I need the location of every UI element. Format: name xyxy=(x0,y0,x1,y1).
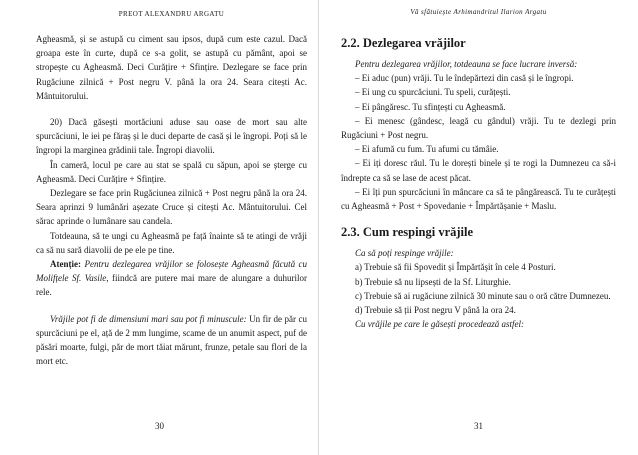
attention-paragraph xyxy=(36,257,307,300)
paragraph-5: Totdeauna, să te ungi cu Agheasmă pe față înainte să te atingi de vrăji ca să nu sară diavolii de pe ele pe tine. xyxy=(36,230,307,255)
running-head-left: PREOT ALEXANDRU ARGATU xyxy=(118,10,225,18)
section-2-3-outro-text: Cu vrăjile pe care le găsești procedează astfel: xyxy=(355,319,525,330)
paragraph-7-italic: Vrăjile pot fi de dimensiuni mari sau pot fi minuscule: xyxy=(50,313,247,324)
list-line: – Ei afumă cu fum. Tu afumi cu tămâie. xyxy=(355,144,499,155)
paragraph-3: În cameră, locul pe care au stat se spală cu săpun, apoi se șterge cu Agheasmă. Deci Curățire + Sfințire. xyxy=(36,159,307,184)
paragraph-2: 20) Dacă găsești mortăciuni aduse sau oase de mort sau alte spurcăciuni, le iei pe făraș și le duci departe de casă și le îngropi. Poți să le îngropi la marginea grădinii tale. Îngropi diavolii. xyxy=(36,117,307,156)
attention-label: Atenție: xyxy=(50,259,81,270)
running-head-right: Vă sfătuiește Arhimandritul Ilarion Argatu xyxy=(410,8,547,16)
attention-rest: fiindcă are putere mai mare de alungare a duhurilor rele. xyxy=(36,273,307,298)
section-2-3-intro xyxy=(341,246,616,260)
list-line: – Ei aduc (pun) vrăji. Tu le îndepărtezi din casă și le îngropi. xyxy=(355,73,574,84)
paragraph-7-rest: Un fir de păr cu spurcăciuni pe el, ață de 2 mm lungime, scame de un anumit aspect, puf de păsări moarte, fulgi, păr de mort tăiat mărunt, frunze, petale sau flori de la mort etc. xyxy=(36,313,307,367)
list-line: – Ei pângăresc. Tu sfințești cu Agheasmă. xyxy=(355,101,506,112)
section-2-3-outro xyxy=(341,317,616,331)
list-line: – Ei ung cu spurcăciuni. Tu speli, curățești. xyxy=(355,87,511,98)
paragraph-1: Agheasmă, și se astupă cu ciment sau ipsos, după cum este cazul. Dacă groapa este în curte, după ce s-a golit, se astupă cu pământ, apoi se stropește cu Agheasmă. Deci Curățire + Sfințire. Dezlegare se face prin Rugăciune zilnică + Post negru V. până la ora 24. Seara citești Ac. Mântuitorului. xyxy=(36,34,307,101)
list-line: – Ei îți pun spurcăciuni în mâncare ca să te pângărească. Tu te curățești cu Agheasmă + Post + Spovedanie + Împărtășanie + Maslu. xyxy=(341,186,616,212)
section-2-3-intro-text: Ca să poți respinge vrăjile: xyxy=(355,248,454,259)
list-item: c) Trebuie să ai rugăciune zilnică 30 minute sau o oră către Dumnezeu. xyxy=(355,290,611,301)
section-2-2-title: 2.2. Dezlegarea vrăjilor xyxy=(341,36,466,50)
page-number-right: 31 xyxy=(474,421,483,431)
section-2-2-intro-text: Pentru dezlegarea vrăjilor, totdeauna se face lucrare inversă: xyxy=(355,59,578,69)
section-2-3-title: 2.3. Cum respingi vrăjile xyxy=(341,225,474,240)
list-line: – Ei iți doresc răul. Tu le dorești binele și te rogi la Dumnezeu ca să-i îndrepte ca să se lase de acest păcat. xyxy=(341,158,616,183)
right-page xyxy=(319,0,638,455)
list-item: d) Trebuie să ții Post negru V până la ora 24. xyxy=(355,305,516,316)
section-2-2-intro xyxy=(341,57,616,71)
paragraph-4: Dezlegare se face prin Rugăciunea zilnică + Post negru până la ora 24. Seara aprinzi 9 lumânări așezate Cruce și citești Ac. Mântuitorului. Cel sărac aprinde o lumânare sau candela. xyxy=(36,188,307,227)
list-line: – Ei menesc (gândesc, leagă cu gândul) vrăji. Tu te dezlegi prin Rugăciuni + Post negru. xyxy=(341,115,616,141)
page-number-left: 30 xyxy=(155,421,164,431)
list-item: a) Trebuie să fii Spovedit și Împărtășit în cele 4 Posturi. xyxy=(355,262,556,273)
list-item: b) Trebuie să nu lipsești de la Sf. Liturghie. xyxy=(355,276,511,287)
attention-italic: Pentru dezlegarea vrăjilor se folosește Agheasmă făcută cu Molifțele Sf. Vasile, xyxy=(36,259,308,284)
paragraph-7 xyxy=(36,312,307,369)
